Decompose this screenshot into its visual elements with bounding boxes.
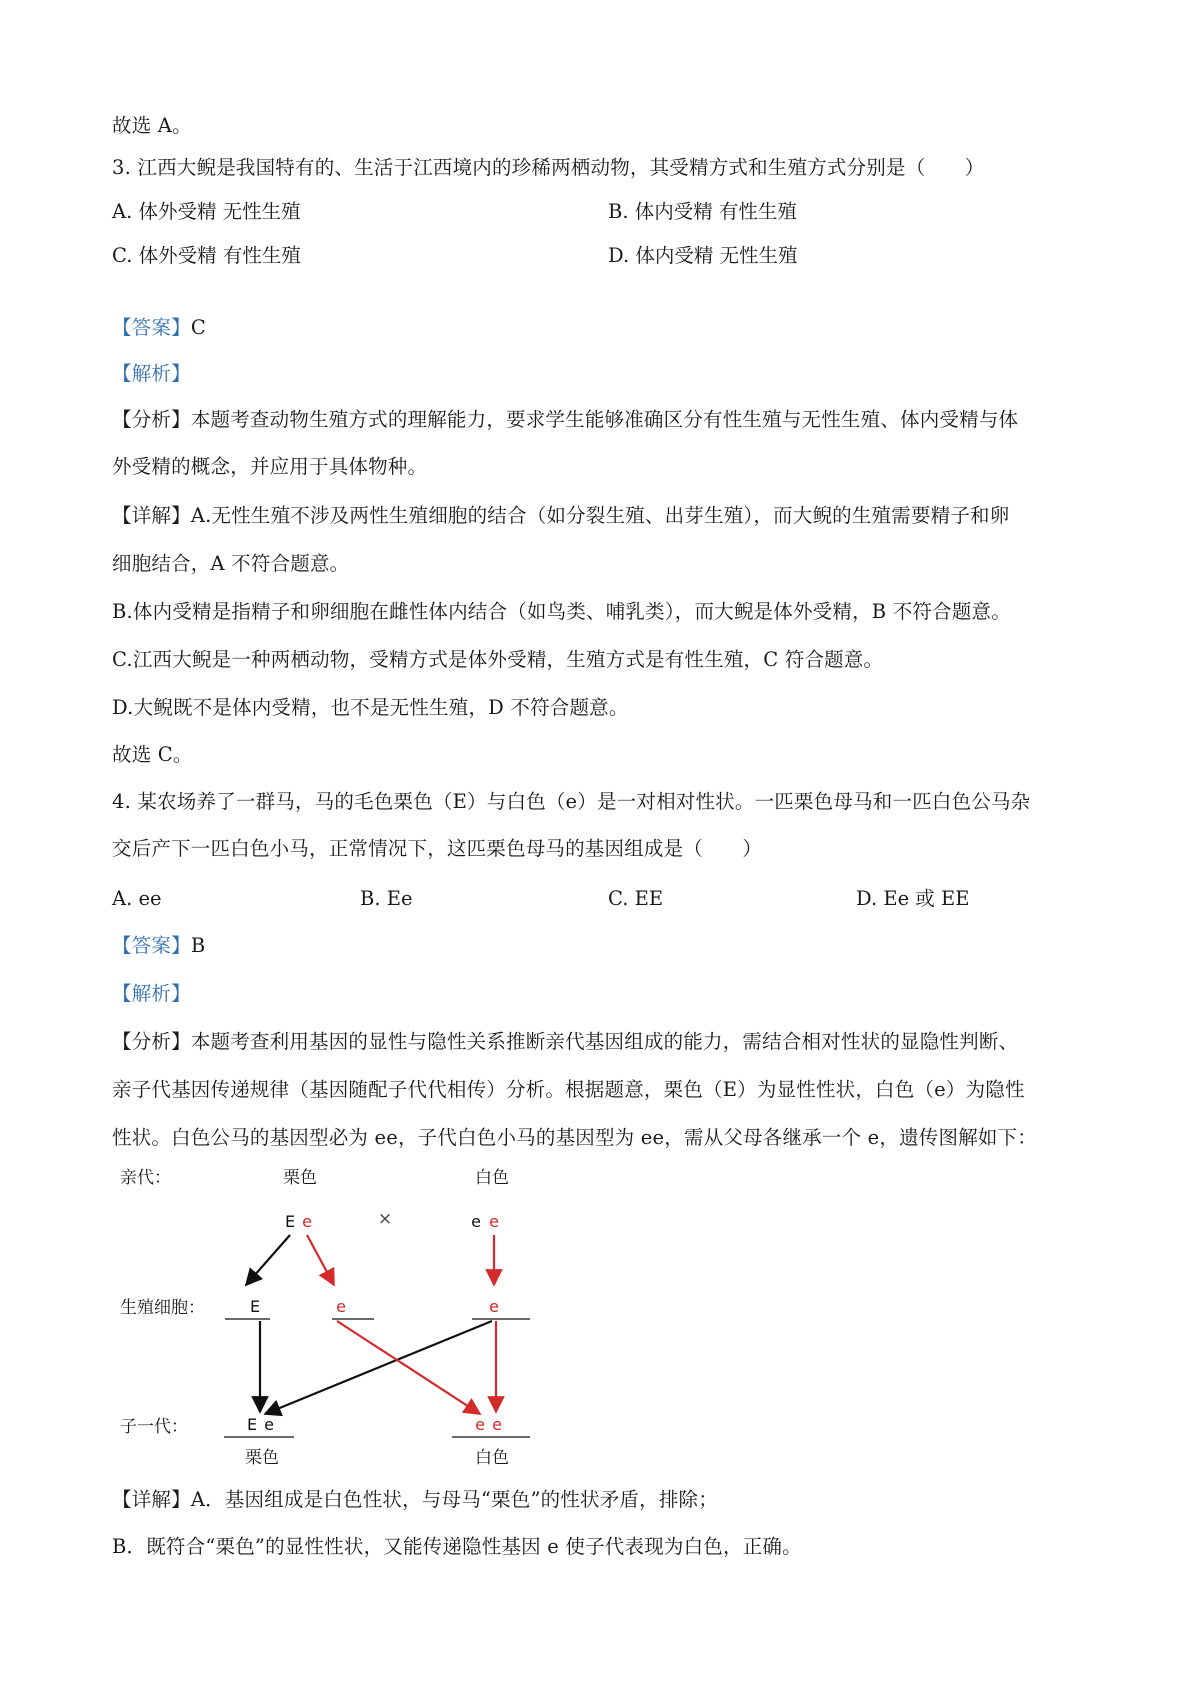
- genetic-cross-diagram: [112, 1160, 572, 1470]
- q3-xiangjie-line-2: 细胞结合，A 不符合题意。: [112, 552, 350, 575]
- gamete-e-right: e: [489, 1297, 499, 1316]
- arrow-parent-E-to-gamete-E: [246, 1235, 290, 1285]
- row-label-parent: 亲代：: [120, 1168, 171, 1188]
- q4-xiangjie-line-1: [112, 1486, 1102, 1514]
- cross-symbol: ×: [377, 1209, 393, 1229]
- answer-tag: 【答案】: [112, 316, 191, 339]
- q3-fenxi-text-1: 本题考查动物生殖方式的理解能力，要求学生能够准确区分有性生殖与无性生殖、体内受精与体: [190, 408, 1019, 431]
- q4-answer-line: [112, 932, 1102, 960]
- q3-xiangjie-line-1: [112, 502, 1102, 530]
- offspring-left-phenotype: 栗色: [245, 1448, 279, 1468]
- q3-fenxi-line-2: 外受精的概念，并应用于具体物种。: [112, 455, 428, 478]
- parent-left-gene-2: e: [302, 1212, 312, 1231]
- parent-right-phenotype: 白色: [475, 1168, 509, 1188]
- q4-fenxi-line-2: 亲子代基因传递规律（基因随配子代代相传）分析。根据题意，栗色（E）为显性性状，白色（e）为隐性: [112, 1078, 1025, 1101]
- q3-answer: C: [190, 316, 206, 339]
- q3-conclusion: 故选 C。: [112, 743, 193, 766]
- q4-option-a: A. ee: [112, 887, 162, 910]
- q4-analysis-tag: 【解析】: [112, 982, 191, 1005]
- q4-answer: B: [190, 934, 206, 957]
- q3-xiangjie-line-3: B.体内受精是指精子和卵细胞在雌性体内结合（如鸟类、哺乳类），而大鲵是体外受精，B 不符合题意。: [112, 600, 1011, 623]
- q2-conclusion: 故选 A。: [112, 114, 192, 137]
- offspring-left-gene-1: E: [246, 1415, 258, 1434]
- q4-stem-line-1: 4. 某农场养了一群马，马的毛色栗色（E）与白色（e）是一对相对性状。一匹栗色母马和一匹白色公马杂: [112, 790, 1031, 813]
- arrow-parent-e-to-gamete-e: [307, 1235, 334, 1285]
- q4-option-d: D. Ee 或 EE: [856, 887, 970, 910]
- fenxi-tag: 【分析】: [112, 408, 191, 431]
- xiangjie-tag: 【详解】: [112, 504, 191, 527]
- q4-fenxi-line-1: [112, 1028, 1102, 1056]
- q4-option-b: B. Ee: [360, 887, 413, 910]
- parent-left-phenotype: 栗色: [283, 1168, 317, 1188]
- gamete-E: E: [249, 1297, 261, 1316]
- q4-stem-line-2: 交后产下一匹白色小马，正常情况下，这匹栗色母马的基因组成是（ ）: [112, 837, 763, 860]
- q3-answer-line: [112, 314, 1102, 342]
- q4-fenxi-text-1: 本题考查利用基因的显性与隐性关系推断亲代基因组成的能力，需结合相对性状的显隐性判断、: [190, 1030, 1019, 1053]
- offspring-right-gene-1: e: [475, 1415, 485, 1434]
- q3-xiangjie-line-4: C.江西大鲵是一种两栖动物，受精方式是体外受精，生殖方式是有性生殖，C 符合题意。: [112, 648, 884, 671]
- gamete-e-left: e: [336, 1297, 346, 1316]
- fenxi-tag: 【分析】: [112, 1030, 191, 1053]
- q4-fenxi-line-3: 性状。白色公马的基因型必为 ee，子代白色小马的基因型为 ee，需从父母各继承一个 e，遗传图解如下：: [112, 1126, 1037, 1149]
- q3-xiangjie-line-5: D.大鲵既不是体内受精，也不是无性生殖，D 不符合题意。: [112, 696, 629, 719]
- q4-option-c: C. EE: [608, 887, 664, 910]
- q3-option-d: D. 体内受精 无性生殖: [608, 244, 798, 267]
- q3-analysis-tag: 【解析】: [112, 362, 191, 385]
- q3-option-c: C. 体外受精 有性生殖: [112, 244, 301, 267]
- offspring-right-phenotype: 白色: [475, 1448, 509, 1468]
- parent-left-gene-1: E: [284, 1212, 296, 1231]
- offspring-left-gene-2: e: [264, 1415, 274, 1434]
- xiangjie-tag: 【详解】: [112, 1488, 191, 1511]
- row-label-offspring: 子一代：: [120, 1417, 188, 1437]
- offspring-right-gene-2: e: [492, 1415, 502, 1434]
- row-label-gamete: 生殖细胞：: [120, 1298, 205, 1318]
- q4-xiangjie-text-1: A．基因组成是白色性状，与母马“栗色”的性状矛盾，排除；: [190, 1488, 718, 1511]
- q3-stem: 3. 江西大鲵是我国特有的、生活于江西境内的珍稀两栖动物，其受精方式和生殖方式分别是（ ）: [112, 156, 985, 179]
- q3-option-a: A. 体外受精 无性生殖: [112, 200, 301, 223]
- answer-tag: 【答案】: [112, 934, 191, 957]
- q3-fenxi-line-1: [112, 406, 1102, 434]
- q4-xiangjie-line-2: B．既符合“栗色”的显性性状，又能传递隐性基因 e 使子代表现为白色，正确。: [112, 1535, 802, 1558]
- q3-option-b: B. 体内受精 有性生殖: [608, 200, 797, 223]
- parent-right-gene-2: e: [489, 1212, 499, 1231]
- parent-right-gene-1: e: [471, 1212, 481, 1231]
- q3-xiangjie-text-1: A.无性生殖不涉及两性生殖细胞的结合（如分裂生殖、出芽生殖），而大鲵的生殖需要精子和卵: [190, 504, 1010, 527]
